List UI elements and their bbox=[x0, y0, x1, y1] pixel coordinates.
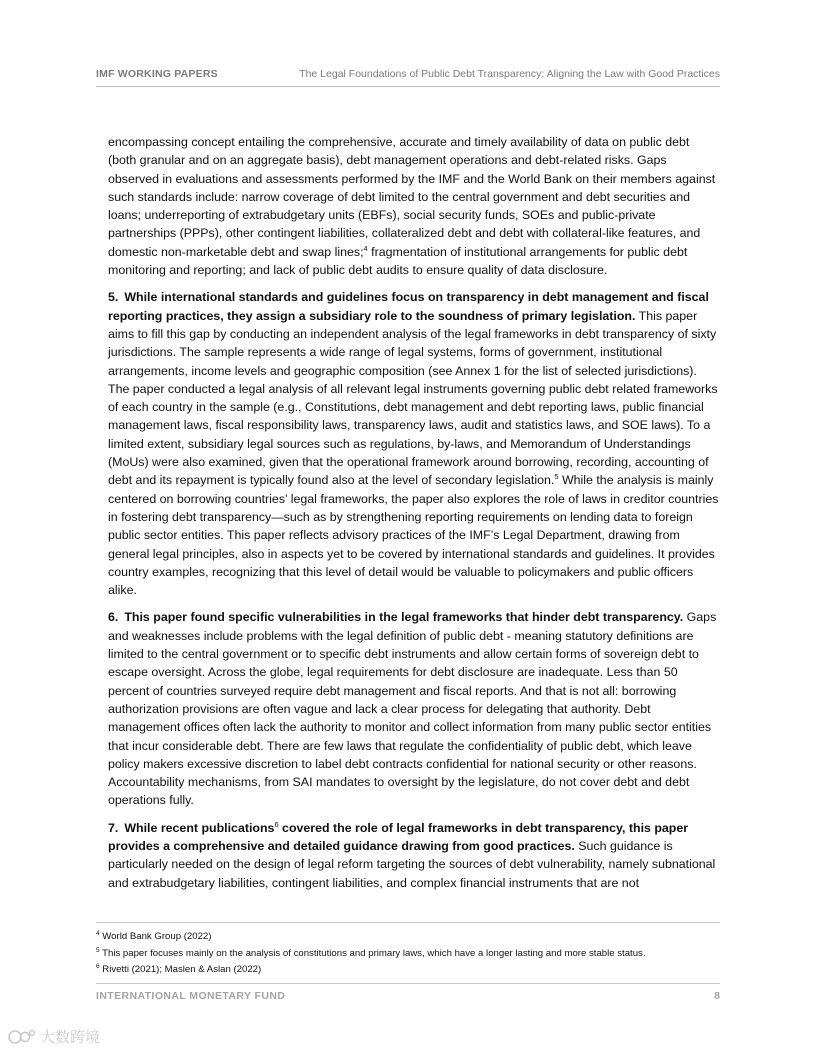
footnote-6-text: Rivetti (2021); Maslen & Aslan (2022) bbox=[102, 964, 262, 975]
paragraph-6-text: Gaps and weaknesses include problems with the legal definition of public debt - meaning statutory definitions are limited to the central government or to specific debt instruments and allow certain forms of sovereign debt to escape oversight. Across the globe, legal requirements for debt disclosure are inadequate. Less than 50 percent of countries surveyed require debt management and fiscal reports. And that is not all: borrowing authorization provisions are often vague and lack a clear process for delegating that authority. Debt management offices often lack the authority to monitor and collect information from many public sector entities that incur considerable debt. There are few laws that regulate the confidentiality of public debt, which leave policy makers excessive discretion to label debt contracts confidential for national security or other reasons. Accountability mechanisms, from SAI mandates to oversight by the legislature, do not cover debt and debt operations fully. bbox=[108, 610, 717, 808]
footnote-5-number: 5 bbox=[96, 946, 100, 954]
watermark-text: 大数跨境 bbox=[40, 1029, 101, 1046]
footnote-6-number: 6 bbox=[96, 962, 100, 970]
footer-divider bbox=[96, 983, 720, 984]
paragraph-7 bbox=[108, 819, 720, 892]
paragraph-6 bbox=[108, 608, 720, 809]
footnote-5-text: This paper focuses mainly on the analysis of constitutions and primary laws, which have a longer lasting and more stable status. bbox=[102, 947, 646, 959]
footnote-ref-5[interactable]: 5 bbox=[554, 472, 559, 482]
footnotes bbox=[96, 929, 720, 979]
header-paper-title: The Legal Foundations of Public Debt Transparency: Aligning the Law with Good Practices bbox=[299, 68, 720, 80]
paragraph-7-lead-b: covered the role of legal frameworks in debt transparency, this paper provides a comprehensive and detailed guidance drawing from good practices. bbox=[108, 820, 689, 853]
paragraph-5-number: 5. bbox=[108, 290, 119, 305]
footnote-divider bbox=[96, 922, 720, 923]
paragraph-5-lead: While international standards and guidelines focus on transparency in debt management and fiscal reporting practices, they assign a subsidiary role to the soundness of primary legislation. bbox=[108, 290, 709, 323]
footnote-ref-4[interactable]: 4 bbox=[363, 243, 368, 253]
paragraph-intro bbox=[108, 133, 720, 279]
paragraph-intro-text-a: encompassing concept entailing the comprehensive, accurate and timely availability of data on public debt (both granular and on an aggregate basis), debt management operations and debt-related risks. Gaps observed in evaluations and assessments performed by the IMF and the World Bank on their members against such standards include: narrow coverage of debt limited to the central government and debt securities and loans; underreporting of extrabudgetary units (EBFs), social security funds, SOEs and public-private partnerships (PPPs), other contingent liabilities, collateralized debt and debt with collateral-like features, and domestic non-marketable debt and swap lines; bbox=[108, 135, 716, 259]
paragraph-5-text-b: While the analysis is mainly centered on borrowing countries’ legal frameworks, the paper also explores the role of laws in creditor countries in fostering debt transparency—such as by strengthening reporting requirements on lending data to foreign public sector entities. This paper reflects advisory practices of the IMF’s Legal Department, drawing from general legal principles, also in aspects yet to be covered by international standards and guidelines. It provides country examples, recognizing that this level of detail would be valuable to policymakers and public officers alike. bbox=[108, 473, 719, 598]
paragraph-5-text-a: This paper aims to fill this gap by conducting an independent analysis of the legal frameworks in debt transparency of sixty jurisdictions. The sample represents a wide range of legal systems, forms of government, institutional arrangements, income levels and geographic composition (see Annex 1 for the list of selected jurisdictions). The paper conducted a legal analysis of all relevant legal instruments governing public debt related frameworks of each country in the sample (e.g., Constitutions, debt management and debt reporting laws, public financial management laws, fiscal responsibility laws, transparency laws, audit and statistics laws, and SOE laws). To a limited extent, subsidiary legal sources such as regulations, by-laws, and Memorandum of Understandings (MoUs) were also examined, given that the operational framework around borrowing, recording, accounting of debt and its repayment is typically found also at the level of secondary legislation. bbox=[108, 308, 718, 488]
paragraph-6-lead: This paper found specific vulnerabilities in the legal frameworks that hinder debt transparency. bbox=[124, 610, 684, 625]
paragraph-7-lead-a: While recent publications bbox=[124, 820, 275, 835]
header-series-title: IMF WORKING PAPERS bbox=[96, 68, 218, 80]
body-text bbox=[108, 133, 720, 901]
watermark-logo-icon bbox=[8, 1027, 36, 1047]
footnote-ref-6[interactable]: 6 bbox=[274, 819, 279, 829]
footnote-4-number: 4 bbox=[96, 929, 100, 937]
paragraph-6-number: 6. bbox=[108, 610, 119, 625]
footnote-6 bbox=[96, 962, 720, 979]
paragraph-intro-text-b: fragmentation of institutional arrangements for public debt monitoring and reporting; and lack of public debt audits to ensure quality of data disclosure. bbox=[108, 244, 688, 278]
page-number: 8 bbox=[714, 990, 720, 1002]
watermark bbox=[8, 1026, 100, 1047]
footnote-5 bbox=[96, 946, 720, 963]
paragraph-7-text: Such guidance is particularly needed on the design of legal reform targeting the sources of debt vulnerability, namely subnational and extrabudgetary liabilities, contingent liabilities, and complex financial instruments that are not bbox=[108, 838, 716, 890]
running-header bbox=[96, 64, 720, 87]
footer-organization: INTERNATIONAL MONETARY FUND bbox=[96, 990, 286, 1002]
footnote-4 bbox=[96, 929, 720, 946]
paragraph-5 bbox=[108, 288, 720, 599]
paragraph-7-number: 7. bbox=[108, 820, 119, 835]
footnote-4-text: World Bank Group (2022) bbox=[102, 931, 212, 942]
